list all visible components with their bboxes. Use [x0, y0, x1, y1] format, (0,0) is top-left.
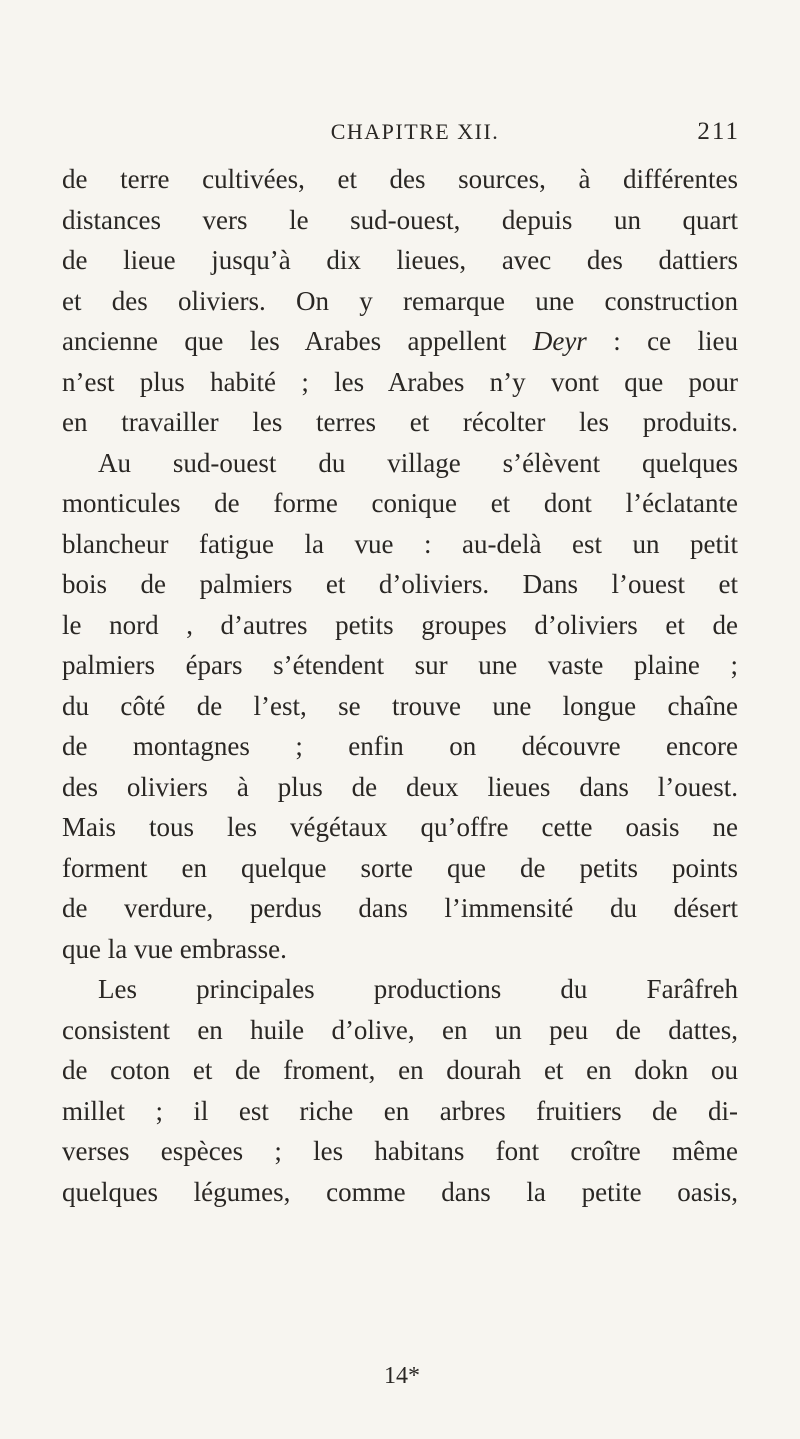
line-segment: de montagnes ; enfin on découvre encore	[62, 731, 738, 761]
line-segment: n’est plus habité ; les Arabes n’y vont que pour	[62, 366, 738, 397]
text-line	[62, 200, 738, 241]
chapter-title: CHAPITRE XII.	[330, 119, 500, 144]
line-segment: de lieue jusqu’à dix lieues, avec des dattiers	[62, 245, 738, 275]
line-segment: Au sud-ouest du village s’élèvent quelques	[98, 447, 738, 478]
signature-mark: 14*	[384, 1363, 420, 1389]
text-line	[62, 281, 738, 322]
line-segment: consistent en huile d’olive, en un peu de dattes,	[62, 1014, 738, 1045]
line-segment: quelques légumes, comme dans la petite oasis,	[62, 1176, 738, 1207]
line-segment: de verdure, perdus dans l’immensité du désert	[62, 893, 738, 923]
text-line	[62, 1010, 738, 1051]
line-segment: : ce lieu	[586, 326, 738, 356]
text-line	[62, 564, 738, 605]
text-line	[62, 159, 738, 200]
text-line	[62, 726, 738, 767]
line-segment: et des oliviers. On y remarque une construction	[62, 285, 738, 316]
text-line	[62, 1172, 738, 1213]
line-segment: Mais tous les végétaux qu’offre cette oasis ne	[62, 812, 738, 842]
line-segment: en travailler les terres et récolter les produits.	[62, 407, 738, 437]
text-line	[62, 848, 738, 889]
line-segment: monticules de forme conique et dont l’éclatante	[62, 488, 738, 518]
text-line	[62, 402, 738, 443]
text-line	[62, 969, 738, 1010]
text-line	[62, 1131, 738, 1172]
line-segment: des oliviers à plus de deux lieues dans l’ouest.	[62, 771, 738, 802]
text-line	[62, 240, 738, 281]
line-segment: de terre cultivées, et des sources, à différentes	[62, 164, 738, 194]
text-line	[62, 888, 738, 929]
text-line	[62, 321, 738, 362]
line-segment: palmiers épars s’étendent sur une vaste plaine ;	[62, 650, 738, 680]
text-line	[62, 524, 738, 565]
text-line	[62, 1050, 738, 1091]
text-line	[62, 645, 738, 686]
line-segment: Les principales productions du Farâfreh	[98, 974, 738, 1004]
text-line	[62, 767, 738, 808]
text-line	[62, 362, 738, 403]
line-segment: que la vue embrasse.	[62, 933, 287, 964]
text-line	[62, 807, 738, 848]
line-segment: du côté de l’est, se trouve une longue chaîne	[62, 690, 738, 721]
text-line	[62, 1091, 738, 1132]
line-segment: le nord , d’autres petits groupes d’oliviers et de	[62, 609, 738, 640]
page-number: 211	[697, 118, 740, 145]
text-line	[62, 605, 738, 646]
italic-term: Deyr	[532, 326, 587, 356]
line-segment: de coton et de froment, en dourah et en dokn ou	[62, 1055, 738, 1085]
line-segment: blancheur fatigue la vue : au-delà est un petit	[62, 528, 738, 559]
line-segment: forment en quelque sorte que de petits points	[62, 852, 738, 883]
text-line	[62, 929, 738, 970]
line-segment: verses espèces ; les habitans font croître même	[62, 1136, 738, 1166]
text-line	[62, 686, 738, 727]
text-line	[62, 443, 738, 484]
line-segment: ancienne que les Arabes appellent	[62, 326, 533, 356]
running-head	[60, 116, 740, 148]
body-text	[62, 159, 738, 1212]
line-segment: bois de palmiers et d’oliviers. Dans l’ouest et	[62, 569, 738, 599]
line-segment: millet ; il est riche en arbres fruitiers de di-	[62, 1095, 738, 1126]
line-segment: distances vers le sud-ouest, depuis un quart	[62, 204, 738, 235]
text-line	[62, 483, 738, 524]
